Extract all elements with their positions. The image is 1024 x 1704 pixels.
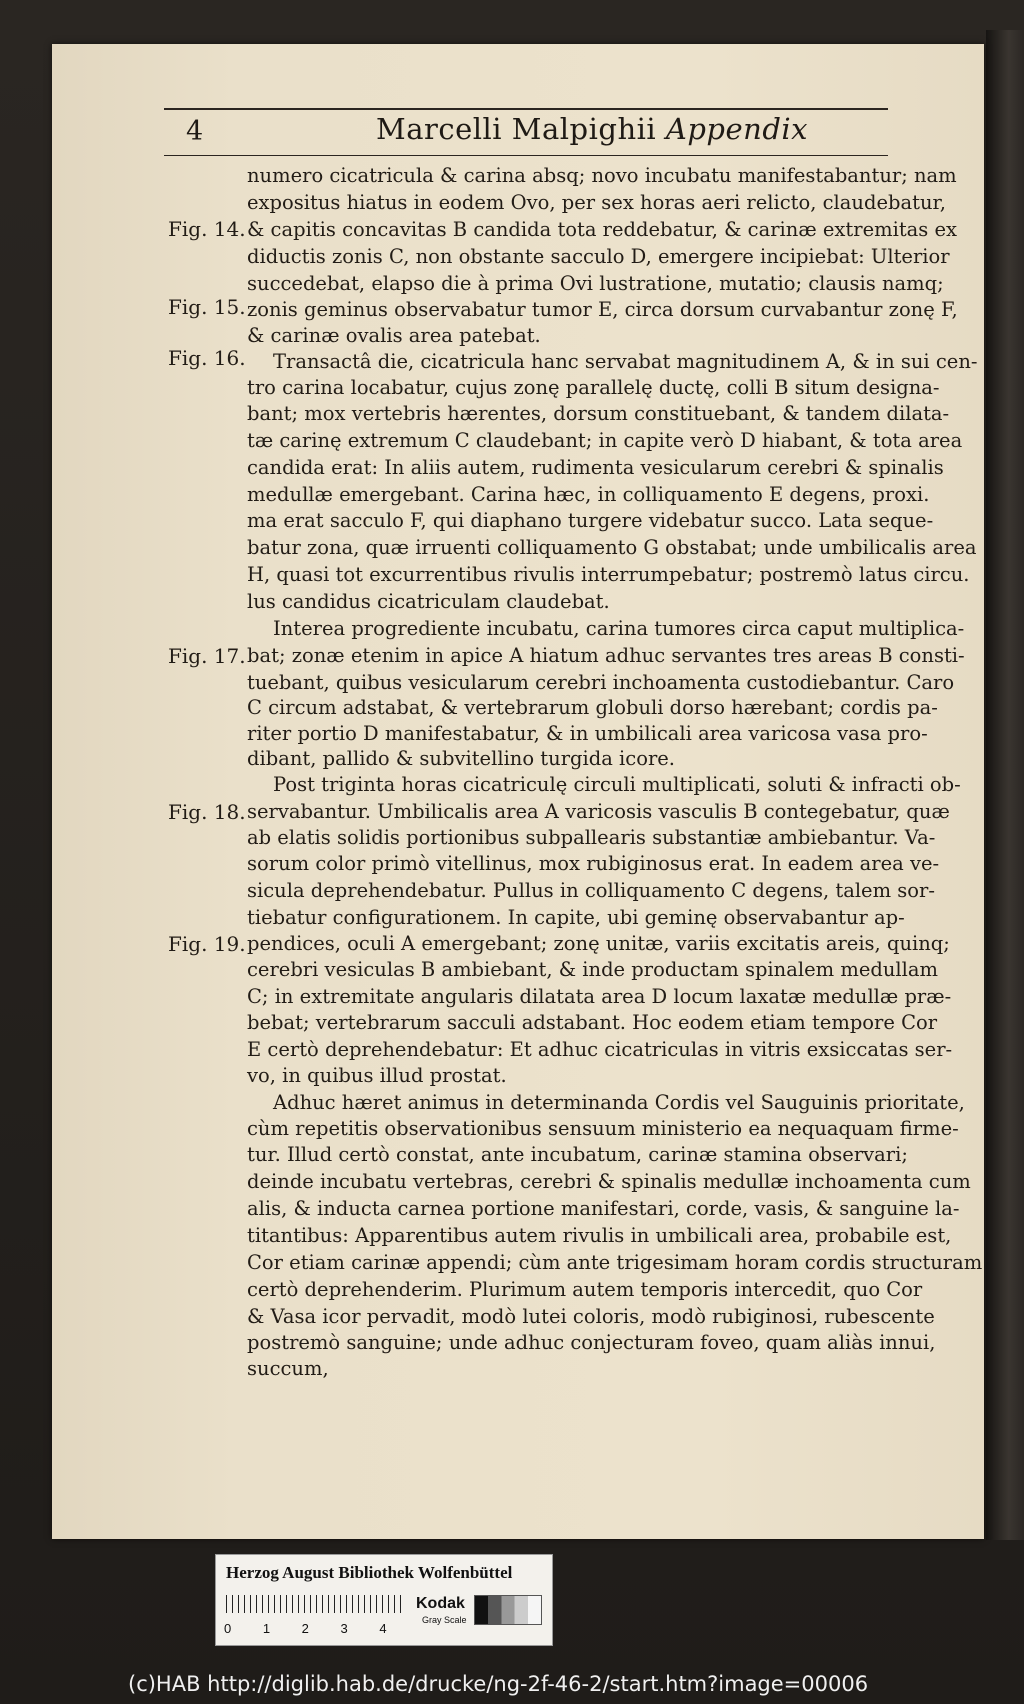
text-line: tiebatur configurationem. In capite, ubi geminę observabantur ap- — [247, 906, 905, 929]
running-head-section: Appendix — [665, 112, 809, 146]
text-line: batur zona, quæ irruenti colliquamento G obstabat; unde umbilicalis area — [247, 536, 977, 559]
text-line: deinde incubatu vertebras, cerebri & spinalis medullæ inchoamenta cum — [247, 1170, 971, 1193]
text-line: sorum color primò vitellinus, mox rubiginosus erat. In eadem area ve- — [247, 852, 940, 875]
text-line: cerebri vesiculas B ambiebant, & inde productam spinalem medullam — [247, 958, 938, 981]
text-line: E certò deprehendebatur: Et adhuc cicatriculas in vitris exsiccatas ser- — [247, 1038, 953, 1061]
header-rule — [164, 108, 888, 110]
text-line: vo, in quibus illud prostat. — [247, 1064, 507, 1087]
margin-note: Fig. 19. — [168, 932, 246, 956]
text-line: sicula deprehendebatur. Pullus in colliquamento C degens, talem sor- — [247, 879, 935, 902]
ruler-numbers: 0 1 2 3 4 — [224, 1621, 387, 1636]
text-line: bant; mox vertebris hærentes, dorsum constituebant, & tandem dilata- — [247, 402, 950, 425]
text-line: servabantur. Umbilicalis area A varicosis vasculis B contegebatur, quæ — [247, 800, 950, 823]
text-line: bebat; vertebrarum sacculi adstabant. Hoc eodem etiam tempore Cor — [247, 1011, 938, 1034]
text-line: C; in extremitate angularis dilatata area D locum laxatæ medullæ præ- — [247, 985, 952, 1008]
text-line: succum, — [247, 1357, 329, 1380]
text-line: pendices, oculi A emergebant; zonę unitæ, variis excitatis areis, quinq; — [247, 932, 950, 955]
footer-url: (c)HAB http://diglib.hab.de/drucke/ng-2f-46-2/start.htm?image=00006 — [128, 1672, 869, 1696]
library-card — [215, 1554, 553, 1646]
library-name: Herzog August Bibliothek Wolfenbüttel — [226, 1563, 513, 1582]
gray-scale-patch — [474, 1595, 542, 1625]
text-line: Post triginta horas cicatriculę circuli multiplicati, soluti & infracti ob- — [273, 773, 961, 796]
text-line: Interea progrediente incubatu, carina tumores circa caput multiplica- — [273, 617, 965, 640]
text-line: ma erat sacculo F, qui diaphano turgere videbatur succo. Lata seque- — [247, 509, 934, 532]
text-line: H, quasi tot excurrentibus rivulis interrumpebatur; postremò latus circu. — [247, 563, 970, 586]
text-line: titantibus: Apparentibus autem rivulis in umbilicali area, probabile est, — [247, 1224, 952, 1247]
header-rule-lower — [164, 155, 888, 156]
text-line: tæ carinę extremum C claudebant; in capite verò D hiabant, & tota area — [247, 429, 963, 452]
text-line: lus candidus cicatriculam claudebat. — [247, 590, 610, 613]
text-line: ab elatis solidis portionibus subpallearis substantiæ ambiebantur. Va- — [247, 826, 936, 849]
text-line: & carinæ ovalis area patebat. — [247, 324, 541, 347]
running-head-author: Marcelli Malpighii — [376, 112, 657, 146]
text-line: tro carina locabatur, cujus zonę parallelę ductę, colli B situm designa- — [247, 376, 940, 399]
text-line: tur. Illud certò constat, ante incubatum, carinæ stamina observari; — [247, 1143, 908, 1166]
kodak-logo: Kodak — [416, 1595, 465, 1612]
text-line: Cor etiam carinæ appendi; cùm ante trigesimam horam cordis structuram — [247, 1251, 983, 1274]
margin-note: Fig. 14. — [168, 217, 246, 241]
margin-note: Fig. 17. — [168, 644, 246, 668]
text-line: dibant, pallido & subvitellino turgida icore. — [247, 747, 676, 770]
text-line: medullæ emergebant. Carina hæc, in colliquamento E degens, proxi. — [247, 483, 930, 506]
text-line: & capitis concavitas B candida tota reddebatur, & carinæ extremitas ex — [247, 218, 958, 241]
text-line: certò deprehenderim. Plurimum autem temporis intercedit, quo Cor — [247, 1278, 923, 1301]
running-head — [376, 112, 808, 146]
text-line: candida erat: In aliis autem, rudimenta vesicularum cerebri & spinalis — [247, 456, 944, 479]
text-line: expositus hiatus in eodem Ovo, per sex horas aeri relicto, claudebatur, — [247, 191, 946, 214]
ruler-icon — [226, 1595, 406, 1613]
margin-note: Fig. 16. — [168, 346, 246, 370]
text-line: Transactâ die, cicatricula hanc servabat magnitudinem A, & in sui cen- — [273, 350, 978, 373]
text-line: diductis zonis C, non obstante sacculo D, emergere incipiebat: Ulterior — [247, 245, 950, 268]
margin-note: Fig. 15. — [168, 295, 246, 319]
text-line: postremò sanguine; unde adhuc conjecturam foveo, quam aliàs innui, — [247, 1331, 936, 1354]
margin-note: Fig. 18. — [168, 800, 246, 824]
text-line: riter portio D manifestabatur, & in umbilicali area varicosa vasa pro- — [247, 722, 928, 745]
kodak-subtitle: Gray Scale — [422, 1615, 467, 1625]
text-line: numero cicatricula & carina absq; novo incubatu manifestabantur; nam — [247, 164, 957, 187]
text-line: cùm repetitis observationibus sensuum ministerio ea nequaquam firme- — [247, 1117, 959, 1140]
page-number: 4 — [186, 116, 204, 147]
text-line: & Vasa icor pervadit, modò lutei coloris, modò rubiginosi, rubescente — [247, 1305, 935, 1328]
text-line: Adhuc hæret animus in determinanda Cordis vel Sauguinis prioritate, — [273, 1091, 965, 1114]
text-line: bat; zonæ etenim in apice A hiatum adhuc servantes tres areas B consti- — [247, 644, 965, 667]
text-line: tuebant, quibus vesicularum cerebri inchoamenta custodiebantur. Caro — [247, 671, 955, 694]
text-line: zonis geminus observabatur tumor E, circa dorsum curvabantur zonę F, — [247, 298, 958, 321]
text-line: alis, & inducta carnea portione manifestari, corde, vasis, & sanguine la- — [247, 1197, 960, 1220]
text-line: C circum adstabat, & vertebrarum globuli dorso hærebant; cordis pa- — [247, 696, 938, 719]
text-line: succedebat, elapso die à prima Ovi lustratione, mutatio; clausis namq; — [247, 272, 944, 295]
page-gutter — [986, 30, 1024, 1540]
